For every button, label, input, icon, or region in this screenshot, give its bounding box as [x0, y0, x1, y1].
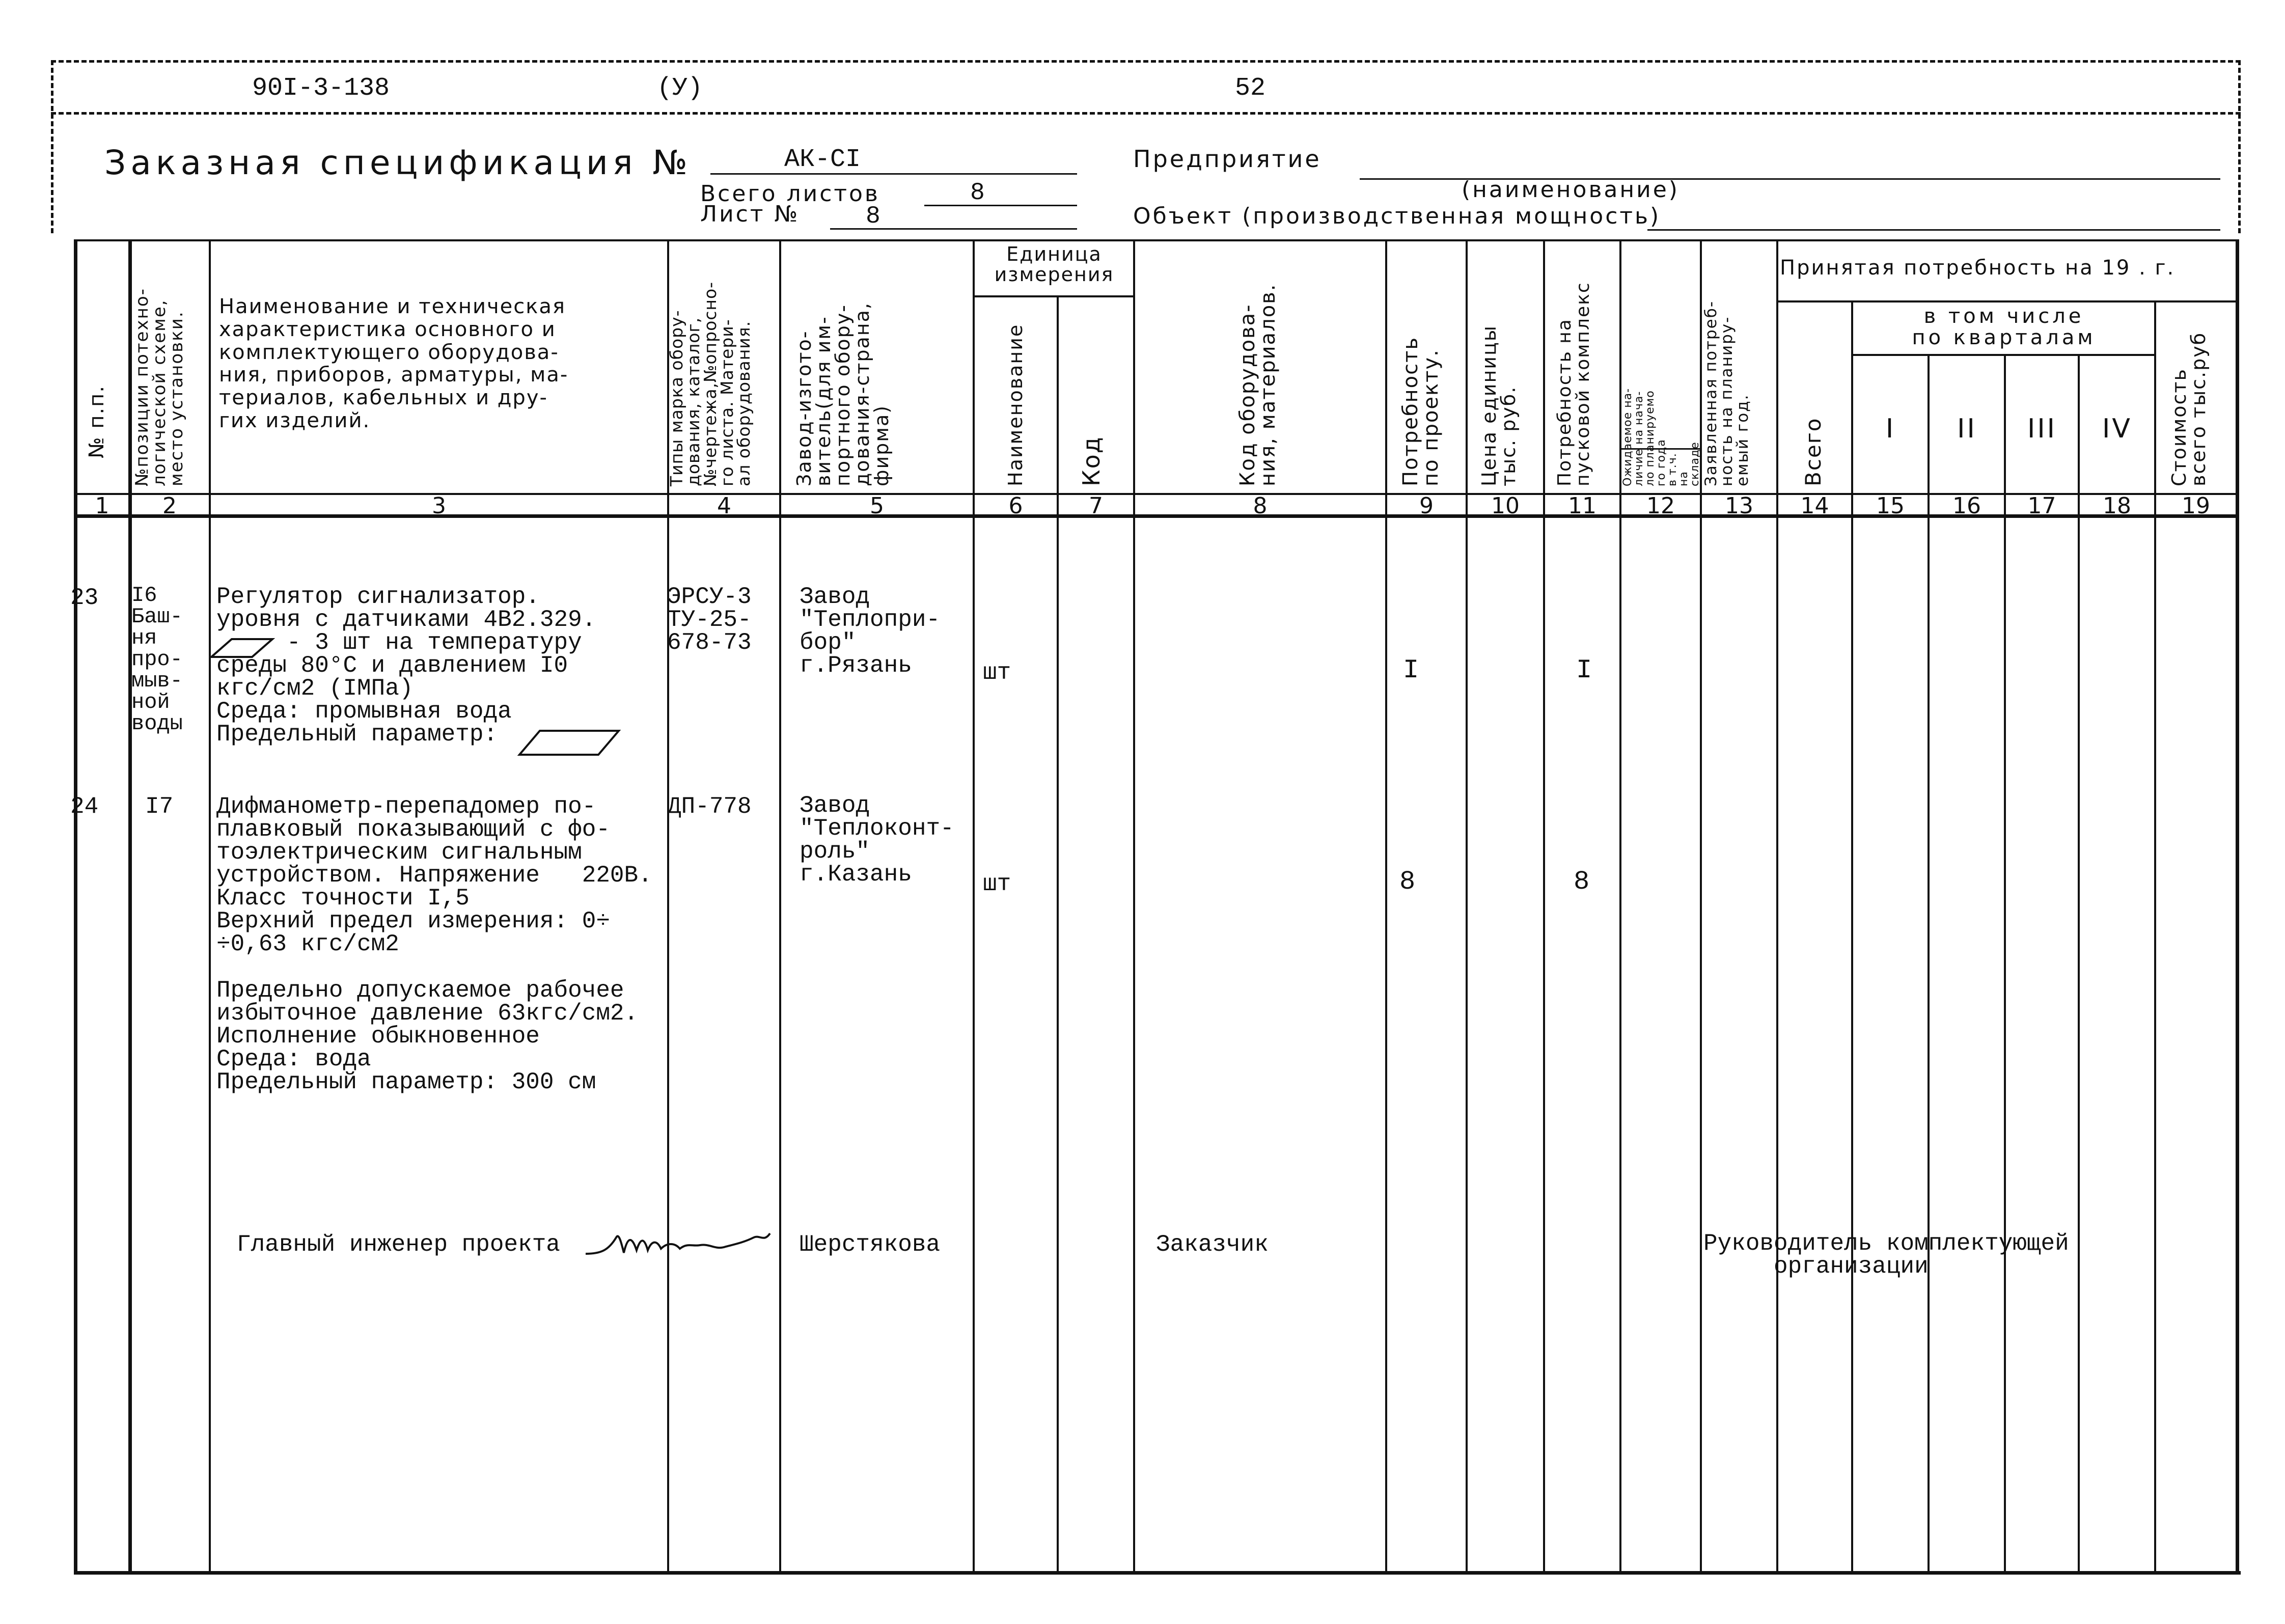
- col-number-1: 1: [95, 493, 109, 519]
- sheet-value: 8: [866, 203, 880, 230]
- col-header-10: Цена единицы тыс. руб.: [1478, 325, 1520, 486]
- row-24-need-project: 8: [1399, 867, 1416, 897]
- total-sheets-value: 8: [970, 179, 985, 207]
- row-24-maker: Завод "Теплоконт- роль" г.Казань: [800, 792, 954, 888]
- quarters-header: в том числе по кварталам: [1912, 305, 2096, 349]
- row-23-need-project: I: [1403, 655, 1419, 685]
- col-line-10: [1543, 239, 1545, 1574]
- chief-engineer-label: Главный инженер проекта: [237, 1231, 560, 1258]
- form-title: Заказная спецификация №: [104, 143, 693, 182]
- col-line-1: [128, 239, 132, 1574]
- col-number-5: 5: [870, 493, 884, 519]
- col-header-15: I: [1885, 414, 1896, 444]
- col-line-18: [2154, 300, 2156, 1574]
- frame-row-dashed: [51, 112, 2241, 115]
- col-header-3: Наименование и техническая характеристика основного и комплектующего оборудова- ния, приборов, арматуры, ма- териалов, кабельных и дру- гих изделий.: [219, 295, 569, 432]
- col-number-7: 7: [1089, 493, 1103, 519]
- row-24-type: ДП-778: [667, 793, 752, 820]
- col-line-2: [209, 239, 211, 1574]
- col-number-2: 2: [162, 493, 177, 519]
- row-23-blank-parallelogram-2: [517, 728, 624, 759]
- sheet-underline: [830, 228, 1077, 230]
- col-line-19: [2236, 239, 2239, 1574]
- enterprise-label: Предприятие: [1133, 145, 1322, 173]
- col-header-5: Завод-изгото- витель(для им- портного обору- дования-страна, фирма): [793, 302, 893, 486]
- row-24-num: 24: [70, 793, 99, 820]
- supplier-label: Руководитель комплектующей организации: [1703, 1230, 2069, 1280]
- row-24-need-startup: 8: [1574, 867, 1590, 897]
- col-line-16: [2004, 354, 2006, 1574]
- col-number-4: 4: [717, 493, 731, 519]
- col-line-0: [74, 239, 77, 1574]
- col-line-4: [779, 239, 781, 1574]
- accepted-group-header: Принятая потребность на 19 . г.: [1780, 256, 2176, 280]
- col-line-7: [1133, 239, 1135, 1574]
- col-number-6: 6: [1008, 493, 1023, 519]
- col-number-3: 3: [432, 493, 446, 519]
- naming-label: (наименование): [1462, 177, 1680, 203]
- col-header-11: Потребность на пусковой комплекс: [1554, 282, 1593, 486]
- frame-right-dashed: [2238, 60, 2241, 233]
- col-number-18: 18: [2103, 493, 2131, 519]
- col-number-16: 16: [1952, 493, 1981, 519]
- col-number-17: 17: [2027, 493, 2056, 519]
- col-number-13: 13: [1725, 493, 1753, 519]
- col-number-8: 8: [1253, 493, 1268, 519]
- col-line-9: [1466, 239, 1468, 1574]
- customer-label: Заказчик: [1156, 1231, 1269, 1258]
- unit-group-header: Единица измерения: [994, 243, 1114, 286]
- col-header-6: Наименование: [1004, 323, 1027, 486]
- row-24-description: Дифманометр-перепадомер по- плавковый показывающий с фо- тоэлектрическим сигнальным устройством. Напряжение 220В. Класс точности I,5 Верхний предел измерения: 0÷ ÷0,63 кгс/см2 Предельно допускаемое рабочее избыточное давление 63кгс/см2. Исполнение обыкновенное Среда: вода Предельный параметр: 300 см: [216, 793, 652, 1095]
- total-sheets-underline: [924, 205, 1077, 206]
- col-number-9: 9: [1419, 493, 1434, 519]
- col-number-11: 11: [1568, 493, 1596, 519]
- col-header-14: Всего: [1801, 417, 1826, 486]
- row-23-num: 23: [70, 585, 99, 611]
- spec-number-underline: [710, 173, 1077, 175]
- col-number-19: 19: [2182, 493, 2210, 519]
- col-header-19: Стоимость всего тыс.руб: [2168, 332, 2210, 486]
- spec-number: АК-CI: [784, 145, 861, 174]
- col-header-13: Заявленная потреб- ность на планиру- емый год.: [1702, 300, 1752, 486]
- accepted-group-line: [1776, 300, 2236, 302]
- row-23-position: I6 Баш- ня про- мыв- ной воды: [131, 583, 183, 736]
- col-number-12: 12: [1646, 493, 1675, 519]
- col-number-14: 14: [1800, 493, 1829, 519]
- document-variant: (У): [657, 74, 703, 103]
- col-number-15: 15: [1876, 493, 1905, 519]
- col-line-15: [1928, 354, 1930, 1574]
- col-line-6: [1057, 295, 1059, 1574]
- col-line-13: [1776, 239, 1778, 1574]
- col-header-1: № п.п.: [85, 384, 108, 458]
- col-header-4: Типы марка обору- дования, каталог, №чертежа,№опросно- го листа. Матери- ал оборудования.: [667, 281, 754, 486]
- row-23-description: Регулятор сигнализатор. уровня с датчиками 4В2.329. - 3 шт на температуру среды 80°С и давлением I0 кгс/см2 (IМПа) Среда: промывная вода Предельный параметр:: [216, 584, 596, 748]
- unit-group-line: [973, 295, 1133, 297]
- row-23-unit: шт: [983, 659, 1011, 686]
- object-underline: [1647, 229, 2220, 231]
- table-bottom-line: [74, 1571, 2241, 1575]
- row-24-position: I7: [145, 793, 174, 820]
- col-header-17: III: [2027, 414, 2057, 444]
- frame-top-dashed: [51, 60, 2241, 63]
- col-header-12: Ожидаемое на- личие на нача- ло планируемо го года в т.ч. на складе: [1621, 388, 1701, 486]
- row-23-blank-parallelogram-1: [209, 637, 275, 659]
- document-code: 90I-3-138: [252, 74, 390, 103]
- row-23-maker: Завод "Теплопри- бор" г.Рязань: [800, 584, 941, 679]
- col-header-16: II: [1957, 414, 1977, 444]
- chief-engineer-signature: [581, 1222, 779, 1263]
- frame-left-dashed: [51, 60, 53, 233]
- object-label: Объект (производственная мощность): [1133, 203, 1661, 229]
- col-header-8: Код оборудова- ния, материалов.: [1236, 283, 1280, 486]
- row-24-unit: шт: [983, 871, 1011, 897]
- col-line-5: [973, 239, 975, 1574]
- col-line-17: [2078, 354, 2080, 1574]
- col-header-9: Потребность по проекту.: [1399, 336, 1443, 486]
- col-number-10: 10: [1491, 493, 1520, 519]
- row-23-need-startup: I: [1576, 655, 1592, 685]
- page-number: 52: [1235, 74, 1266, 103]
- sheet-label: Лист №: [700, 201, 800, 227]
- col-line-8: [1385, 239, 1387, 1574]
- chief-engineer-name: Шерстякова: [800, 1231, 941, 1258]
- total-sheets-label: Всего листов: [700, 181, 880, 207]
- row-23-type: ЭРСУ-3 ТУ-25- 678-73: [667, 584, 752, 656]
- col-line-14: [1851, 300, 1853, 1574]
- col-header-18: IV: [2102, 414, 2132, 444]
- quarters-line: [1851, 354, 2154, 356]
- table-top-line: [74, 239, 2238, 241]
- col-header-7: Код: [1078, 436, 1105, 486]
- col-header-2: №позиции потехно- логической схеме, место установки.: [132, 288, 187, 486]
